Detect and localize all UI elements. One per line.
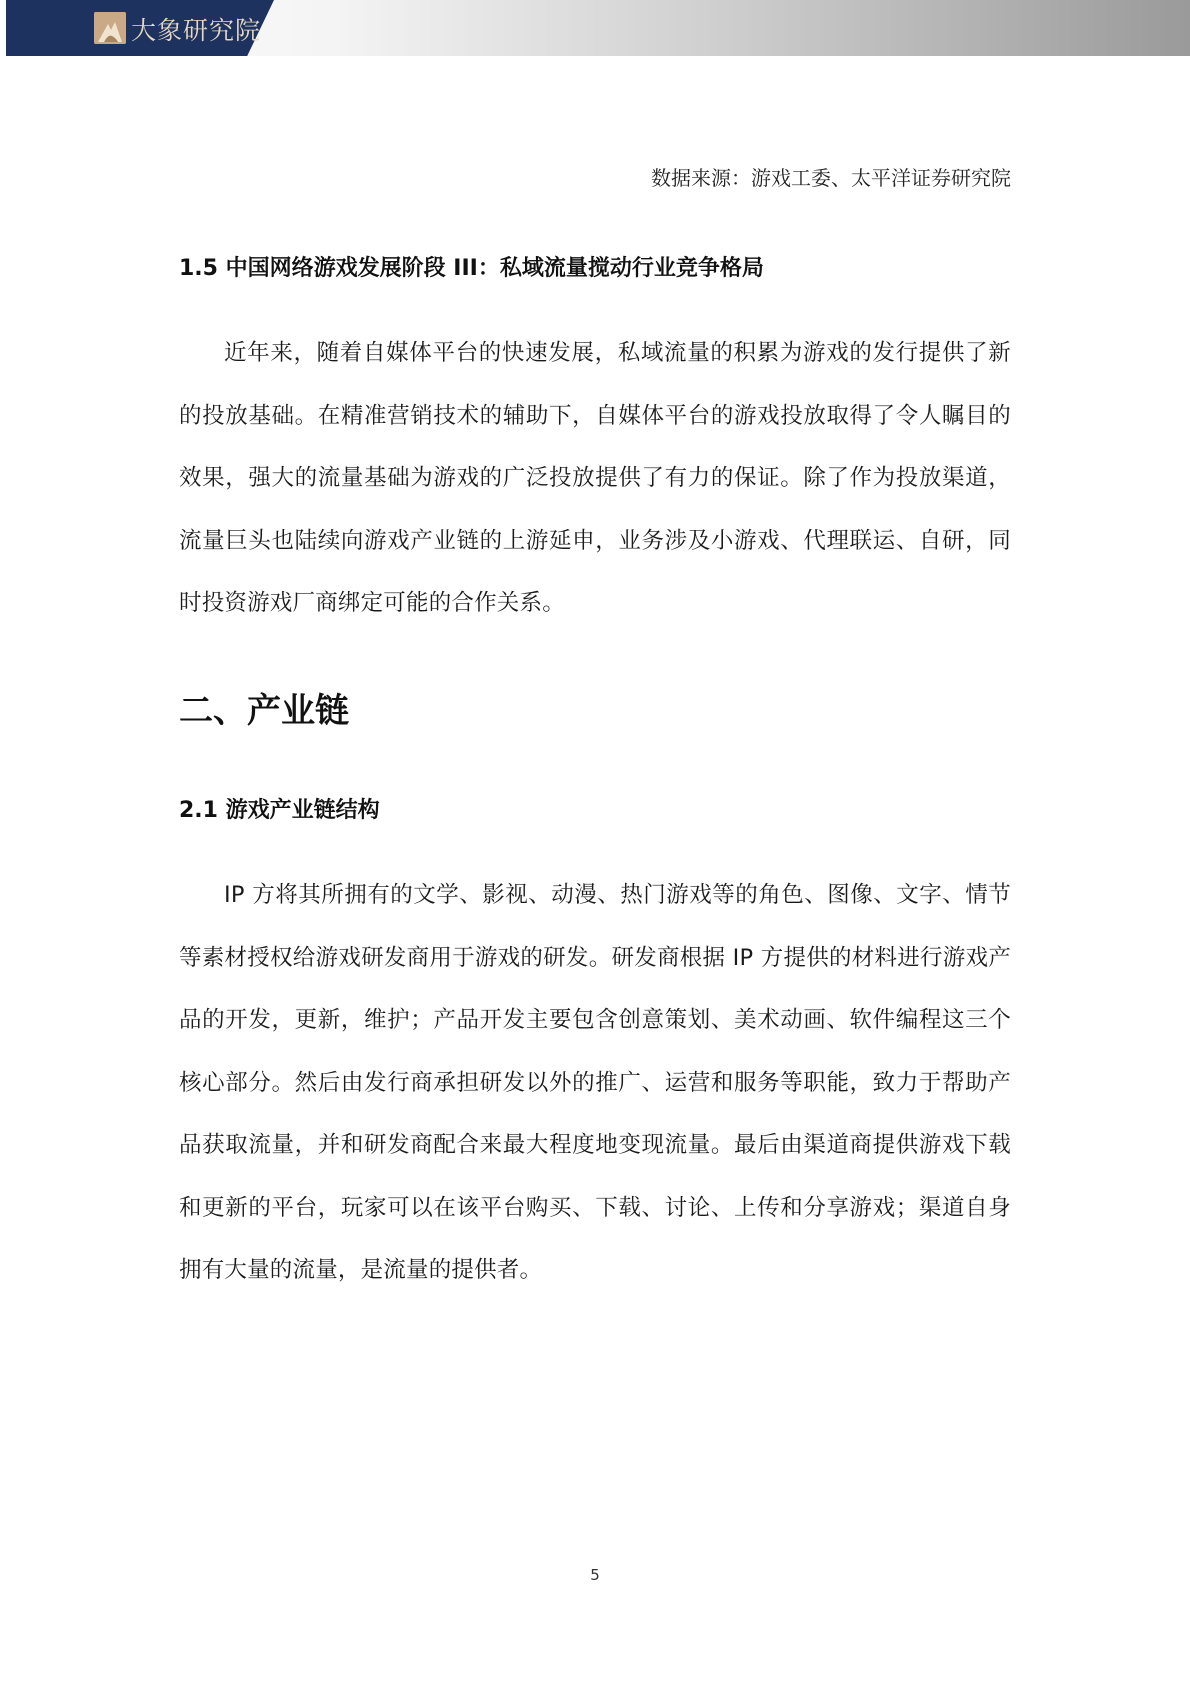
section-2-1-paragraph: IP 方将其所拥有的文学、影视、动漫、热门游戏等的角色、图像、文字、情节等素材授权给游戏研发商用于游戏的研发。研发商根据 IP 方提供的材料进行游戏产品的开发，更新，维护；产品开发主要包含创意策划、美术动画、软件编程这三个核心部分。然后由发行商承担研发以外的推广、运营和服务等职能，致力于帮助产品获取流量，并和研发商配合来最大程度地变现流量。最后由渠道商提供游戏下载和更新的平台，玩家可以在该平台购买、下载、讨论、上传和分享游戏；渠道自身拥有大量的流量，是流量的提供者。 — [179, 882, 1011, 1283]
section-heading-1-5: 1.5 中国网络游戏发展阶段 III：私域流量搅动行业竞争格局 — [179, 256, 764, 281]
chapter-heading-industry-chain: 二、产业链 — [179, 691, 349, 731]
page-number: 5 — [590, 1566, 600, 1584]
brand-name: 大象研究院 — [131, 16, 262, 45]
data-source-note: 数据来源：游戏工委、太平洋证券研究院 — [651, 166, 1011, 190]
section-heading-2-1: 2.1 游戏产业链结构 — [179, 798, 380, 823]
mountain-logo-icon — [94, 12, 126, 44]
section-1-5-paragraph: 近年来，随着自媒体平台的快速发展，私域流量的积累为游戏的发行提供了新的投放基础。在精准营销技术的辅助下，自媒体平台的游戏投放取得了令人瞩目的效果，强大的流量基础为游戏的广泛投放提供了有力的保证。除了作为投放渠道，流量巨头也陆续向游戏产业链的上游延申，业务涉及小游戏、代理联运、自研，同时投资游戏厂商绑定可能的合作关系。 — [179, 340, 1011, 616]
